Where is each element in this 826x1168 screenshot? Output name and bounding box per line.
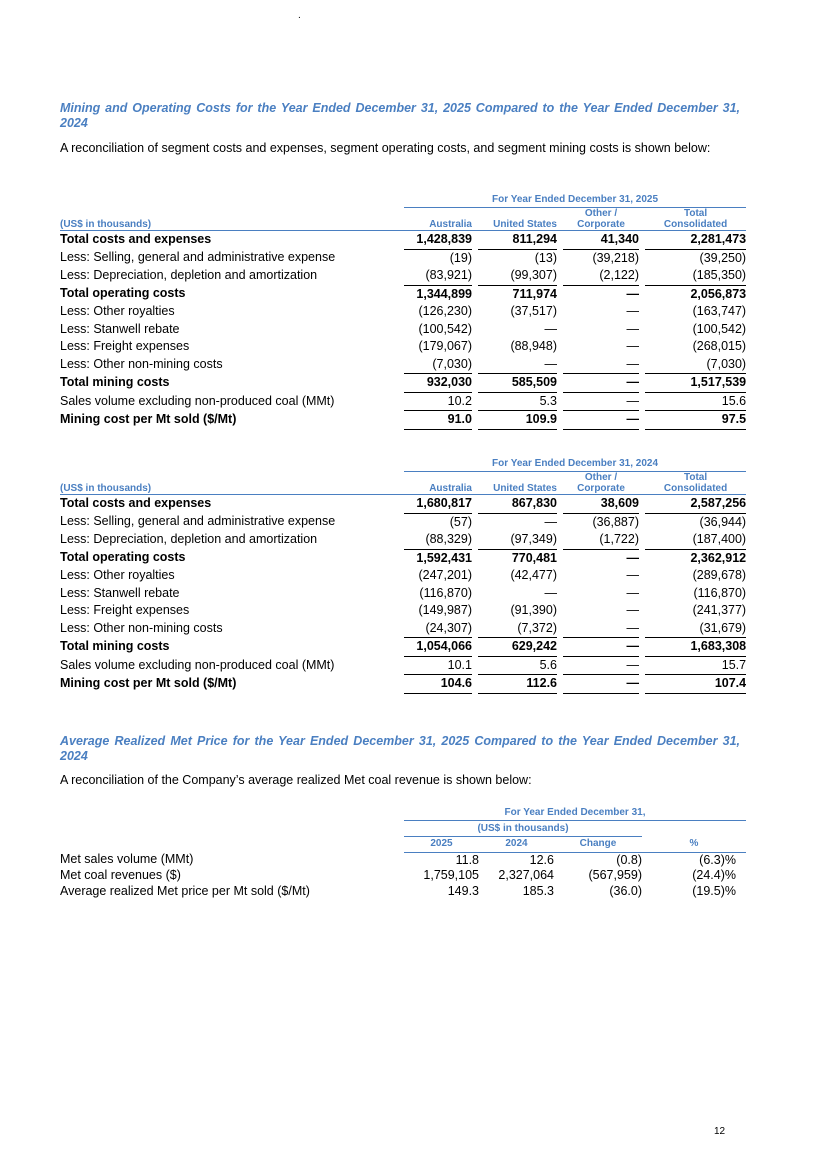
- cell-total: (100,542): [692, 321, 747, 336]
- cell-united-states: 112.6: [478, 675, 557, 694]
- cell-total: 2,587,256: [645, 495, 746, 514]
- cell-other: —: [563, 356, 639, 374]
- col-header-2024: 2024: [479, 837, 554, 853]
- table-row: [60, 411, 746, 430]
- cell-united-states: (13): [534, 250, 557, 265]
- mining-costs-table-2025: [60, 192, 746, 430]
- cell-united-states: 867,830: [478, 495, 557, 514]
- col-header-australia: Australia: [404, 483, 472, 495]
- row-label: Sales volume excluding non-produced coal (MMt): [60, 657, 335, 672]
- cell-australia: (83,921): [404, 267, 472, 285]
- cell-change: (36.0): [609, 883, 642, 898]
- cell-australia: (88,329): [404, 531, 472, 549]
- row-label: Total mining costs: [60, 639, 170, 653]
- cell-australia: (19): [449, 250, 472, 265]
- table-row: [60, 620, 746, 638]
- row-label: Total costs and expenses: [60, 232, 212, 247]
- row-label: Sales volume excluding non-produced coal (MMt): [60, 393, 335, 408]
- cell-united-states: 629,242: [478, 638, 557, 657]
- cell-other: (2,122): [563, 267, 639, 285]
- cell-total: (7,030): [645, 356, 746, 374]
- table-row: [60, 321, 746, 339]
- col-header-australia: Australia: [404, 219, 472, 231]
- cell-australia: (126,230): [418, 304, 472, 318]
- row-label: Less: Selling, general and administrative expense: [60, 250, 336, 265]
- price-units-header: (US$ in thousands): [404, 821, 642, 837]
- row-label: Total mining costs: [60, 375, 170, 389]
- cell-total: 2,362,912: [645, 549, 746, 567]
- cell-total: (241,377): [692, 603, 747, 617]
- cell-australia: (149,987): [418, 603, 472, 617]
- cell-united-states: —: [544, 585, 557, 600]
- table-row: [60, 638, 746, 657]
- cell-australia: 1,344,899: [404, 285, 472, 303]
- cell-united-states: 109.9: [478, 411, 557, 430]
- cell-total: (39,250): [699, 250, 747, 265]
- cell-other: (39,218): [592, 250, 639, 265]
- cell-pct: (19.5)%: [692, 883, 736, 898]
- table-row: [60, 303, 746, 321]
- cell-other: —: [626, 585, 639, 600]
- cell-total: 1,683,308: [645, 638, 746, 657]
- cell-y2025: 149.3: [447, 883, 479, 898]
- cell-total: 15.7: [645, 656, 746, 675]
- table-row: [60, 884, 746, 900]
- cell-other: 41,340: [563, 231, 639, 250]
- cell-total: (163,747): [692, 304, 747, 318]
- cell-total: (268,015): [692, 339, 747, 353]
- cell-y2025: 1,759,105: [423, 868, 479, 882]
- cell-total: 1,517,539: [645, 374, 746, 393]
- cell-other: —: [563, 620, 639, 638]
- col-header-other-line1: Other /: [584, 208, 618, 219]
- table-row: [60, 675, 746, 694]
- table-row: [60, 585, 746, 603]
- cell-united-states: 811,294: [478, 231, 557, 250]
- cell-united-states: (99,307): [478, 267, 557, 285]
- cell-united-states: 5.3: [478, 392, 557, 411]
- cell-pct: (6.3)%: [699, 852, 736, 867]
- cell-australia: 10.2: [404, 392, 472, 411]
- cell-united-states: (37,517): [510, 304, 557, 318]
- cell-australia: 1,680,817: [404, 495, 472, 514]
- units-header: (US$ in thousands): [60, 483, 404, 495]
- row-label: Less: Stanwell rebate: [60, 585, 180, 600]
- row-label: Less: Depreciation, depletion and amortization: [60, 532, 318, 547]
- section-heading-mining-costs: Mining and Operating Costs for the Year Ended December 31, 2025 Compared to the Year Ended December 31, 2024: [60, 101, 740, 130]
- cell-united-states: (7,372): [478, 620, 557, 638]
- table-row: [60, 852, 746, 868]
- table-row: [60, 285, 746, 303]
- col-header-other-line2: Corporate: [563, 219, 639, 231]
- col-header-total-line1: Total: [683, 208, 708, 219]
- row-label: Met sales volume (MMt): [60, 852, 194, 867]
- cell-total: 97.5: [645, 411, 746, 430]
- table-row: [60, 513, 746, 531]
- cell-australia: (100,542): [418, 321, 472, 336]
- col-header-percent: %: [642, 837, 746, 853]
- col-header-total-line2: Consolidated: [645, 219, 746, 231]
- period-header: For Year Ended December 31, 2025: [404, 192, 746, 208]
- col-header-2025: 2025: [404, 837, 479, 853]
- cell-other: —: [563, 374, 639, 393]
- table-row: [60, 549, 746, 567]
- cell-other: —: [563, 411, 639, 430]
- cell-total: 2,056,873: [645, 285, 746, 303]
- cell-total: (31,679): [645, 620, 746, 638]
- cell-australia: 10.1: [404, 656, 472, 675]
- cell-y2024: 12.6: [529, 852, 554, 867]
- mining-costs-table-2024: [60, 456, 746, 694]
- col-header-other-line1: Other /: [584, 472, 618, 483]
- stray-mark: .: [298, 10, 301, 21]
- price-period-header: For Year Ended December 31,: [404, 805, 746, 821]
- cell-australia: 104.6: [404, 675, 472, 694]
- cell-y2024: 185.3: [522, 883, 554, 898]
- cell-total: (116,870): [693, 585, 747, 600]
- cell-australia: (7,030): [404, 356, 472, 374]
- cell-other: 38,609: [563, 495, 639, 514]
- cell-y2024: 2,327,064: [498, 868, 554, 882]
- row-label: Total costs and expenses: [60, 496, 212, 511]
- cell-australia: 932,030: [404, 374, 472, 393]
- cell-australia: 1,592,431: [404, 549, 472, 567]
- cell-pct: (24.4)%: [692, 868, 736, 882]
- cell-other: —: [563, 392, 639, 411]
- cell-other: —: [626, 339, 639, 353]
- period-header: For Year Ended December 31, 2024: [404, 456, 746, 472]
- table-row: [60, 338, 746, 356]
- table-row: [60, 567, 746, 585]
- cell-y2025: 11.8: [455, 852, 479, 867]
- row-label: Less: Depreciation, depletion and amortization: [60, 268, 318, 283]
- cell-other: —: [626, 603, 639, 617]
- cell-united-states: 585,509: [478, 374, 557, 393]
- cell-total: 15.6: [645, 392, 746, 411]
- row-label: Less: Other non-mining costs: [60, 356, 223, 371]
- cell-united-states: —: [544, 514, 557, 529]
- cell-other: —: [563, 638, 639, 657]
- page-number: 12: [714, 1126, 726, 1137]
- cell-united-states: (97,349): [478, 531, 557, 549]
- cell-united-states: 711,974: [478, 285, 557, 303]
- cell-other: —: [626, 568, 639, 582]
- row-label: Less: Freight expenses: [60, 339, 190, 353]
- table-row: [60, 868, 746, 884]
- table-row: [60, 602, 746, 620]
- section-intro-mining-costs: A reconciliation of segment costs and expenses, segment operating costs, and segment mining costs is shown below:: [60, 141, 711, 155]
- cell-other: —: [563, 656, 639, 675]
- col-header-other-line2: Corporate: [563, 483, 639, 495]
- table-row: [60, 231, 746, 250]
- row-label: Met coal revenues ($): [60, 868, 181, 882]
- table-row: [60, 267, 746, 285]
- row-label: Average realized Met price per Mt sold ($/Mt): [60, 883, 310, 898]
- col-header-united-states: United States: [478, 219, 557, 231]
- section-intro-met-price: A reconciliation of the Company’s average realized Met coal revenue is shown below:: [60, 773, 532, 787]
- col-header-total-line2: Consolidated: [645, 483, 746, 495]
- cell-other: (36,887): [592, 514, 639, 529]
- cell-change: (567,959): [588, 868, 642, 882]
- row-label: Less: Other royalties: [60, 568, 175, 582]
- row-label: Mining cost per Mt sold ($/Mt): [60, 676, 237, 690]
- row-label: Less: Freight expenses: [60, 603, 190, 617]
- table-row: [60, 531, 746, 549]
- row-label: Mining cost per Mt sold ($/Mt): [60, 412, 237, 426]
- row-label: Less: Other royalties: [60, 304, 175, 318]
- cell-australia: (24,307): [404, 620, 472, 638]
- row-label: Less: Other non-mining costs: [60, 620, 223, 635]
- met-price-table: [60, 805, 746, 899]
- col-header-united-states: United States: [478, 483, 557, 495]
- row-label: Less: Selling, general and administrative expense: [60, 514, 336, 529]
- cell-change: (0.8): [616, 852, 642, 867]
- units-header: (US$ in thousands): [60, 219, 404, 231]
- row-label: Total operating costs: [60, 550, 186, 565]
- table-row: [60, 356, 746, 374]
- cell-other: —: [626, 304, 639, 318]
- cell-total: 2,281,473: [645, 231, 746, 250]
- row-label: Total operating costs: [60, 286, 186, 301]
- col-header-total-line1: Total: [683, 472, 708, 483]
- col-header-change: Change: [554, 837, 642, 853]
- cell-australia: 1,054,066: [404, 638, 472, 657]
- table-row: [60, 392, 746, 411]
- cell-united-states: —: [478, 356, 557, 374]
- cell-australia: (247,201): [418, 568, 472, 582]
- cell-total: (185,350): [645, 267, 746, 285]
- cell-australia: (116,870): [419, 585, 472, 600]
- cell-total: (289,678): [692, 568, 747, 582]
- cell-united-states: (88,948): [510, 339, 557, 353]
- cell-united-states: (42,477): [510, 568, 557, 582]
- cell-other: —: [563, 285, 639, 303]
- cell-united-states: —: [544, 321, 557, 336]
- table-row: [60, 249, 746, 267]
- cell-australia: (179,067): [418, 339, 472, 353]
- cell-total: (187,400): [645, 531, 746, 549]
- table-row: [60, 656, 746, 675]
- cell-total: 107.4: [645, 675, 746, 694]
- table-row: [60, 374, 746, 393]
- table-row: [60, 495, 746, 514]
- cell-australia: 1,428,839: [404, 231, 472, 250]
- cell-australia: 91.0: [404, 411, 472, 430]
- cell-united-states: (91,390): [510, 603, 557, 617]
- cell-other: —: [626, 321, 639, 336]
- cell-australia: (57): [449, 514, 472, 529]
- cell-other: (1,722): [563, 531, 639, 549]
- cell-united-states: 5.6: [478, 656, 557, 675]
- row-label: Less: Stanwell rebate: [60, 321, 180, 336]
- cell-united-states: 770,481: [478, 549, 557, 567]
- cell-other: —: [563, 549, 639, 567]
- section-heading-met-price: Average Realized Met Price for the Year Ended December 31, 2025 Compared to the Year Ended December 31, 2024: [60, 734, 740, 763]
- cell-other: —: [563, 675, 639, 694]
- cell-total: (36,944): [699, 514, 747, 529]
